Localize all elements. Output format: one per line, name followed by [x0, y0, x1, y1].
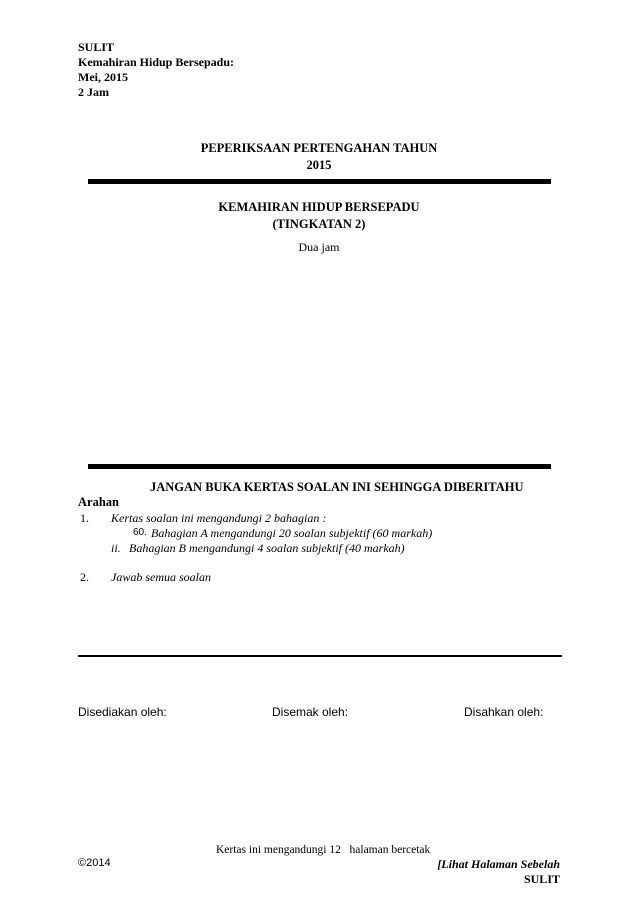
prepared-by-label: Disediakan oleh:: [78, 705, 167, 719]
checked-by-label: Disemak oleh:: [272, 705, 349, 719]
instruction-text-1: Kertas soalan ini mengandungi 2 bahagian :: [111, 511, 327, 525]
instruction-number-1: 1.: [80, 511, 89, 525]
instructions-heading: Arahan: [78, 495, 119, 509]
subitem-text-2: Bahagian B mengandungi 4 soalan subjektif (40 markah): [129, 541, 405, 555]
exam-year: 2015: [306, 158, 332, 172]
subitem-marker-1: 60.: [133, 527, 147, 538]
header-subject: Kemahiran Hidup Bersepadu:: [78, 55, 235, 69]
subitem-text-1: Bahagian A mengandungi 20 soalan subjektif (60 markah): [151, 526, 433, 540]
page-count-number: 12: [329, 844, 341, 856]
subitem-marker-2: ii.: [111, 541, 121, 555]
page-count-prefix: Kertas ini mengandungi: [216, 844, 327, 856]
footer-sulit: SULIT: [523, 872, 560, 886]
header-duration: 2 Jam: [78, 85, 109, 99]
instruction-text-2: Jawab semua soalan: [111, 570, 211, 584]
bottom-thick-rule: [88, 464, 551, 469]
exam-title: PEPERIKSAAN PERTENGAHAN TAHUN: [200, 141, 438, 155]
instruction-number-2: 2.: [80, 570, 89, 584]
exam-duration: Dua jam: [298, 240, 340, 254]
signature-rule: [78, 655, 562, 657]
page-count-note: [216, 844, 430, 856]
header-sulit: SULIT: [78, 40, 115, 54]
page-count-suffix: halaman bercetak: [349, 844, 431, 856]
next-page-note: [Lihat Halaman Sebelah: [437, 857, 560, 871]
warning-text: JANGAN BUKA KERTAS SOALAN INI SEHINGGA DIBERITAHU: [150, 480, 524, 494]
copyright-text: ©2014: [78, 857, 111, 869]
approved-by-label: Disahkan oleh:: [464, 705, 544, 719]
form-title: (TINGKATAN 2): [272, 217, 366, 231]
top-thick-rule: [88, 179, 551, 184]
subject-title: KEMAHIRAN HIDUP BERSEPADU: [218, 200, 420, 214]
header-date: Mei, 2015: [78, 70, 128, 84]
